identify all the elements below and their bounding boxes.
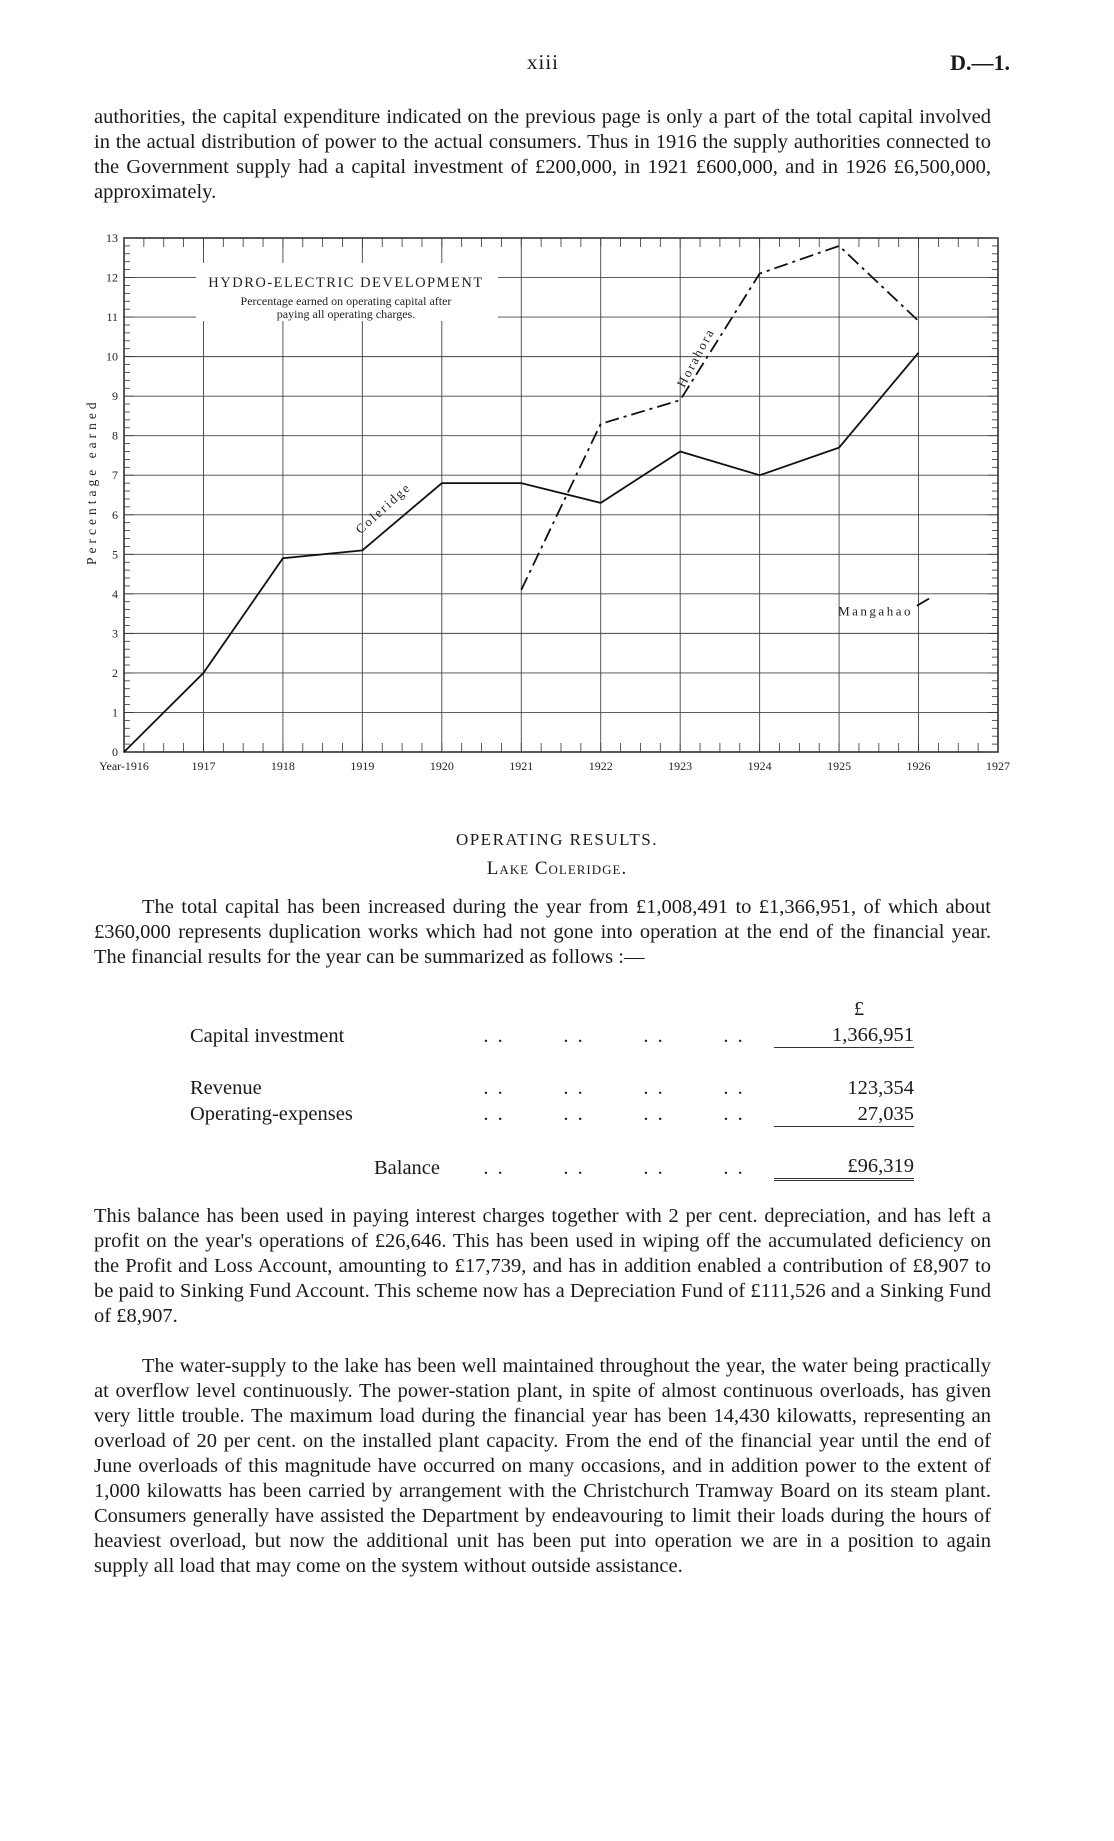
x-tick-label: 1921 <box>509 759 534 773</box>
series-label-coleridge: Coleridge <box>352 479 414 537</box>
row-label: Capital investment <box>190 1024 345 1047</box>
chart-subtitle-line2: paying all operating charges. <box>276 307 416 321</box>
y-tick-label: 10 <box>106 349 118 364</box>
document-reference: D.—1. <box>950 50 1010 75</box>
row-amount: 1,366,951 <box>832 1024 914 1046</box>
lake-coleridge-heading: Lake Coleridge. <box>486 858 628 879</box>
table-row <box>190 1100 914 1127</box>
x-tick-label: 1924 <box>747 759 772 773</box>
row-amount: 123,354 <box>847 1076 914 1099</box>
x-tick-label: Year-1916 <box>99 759 149 773</box>
table-row <box>190 1021 914 1048</box>
leader-dots: . . <box>563 1156 585 1179</box>
leader-dots: . . <box>483 1076 505 1099</box>
series-label-horahora: Horahora <box>673 325 718 390</box>
chart-subtitle-line1: Percentage earned on operating capital after <box>240 294 452 308</box>
leader-dots: . . <box>643 1103 665 1125</box>
leader-dots: . . <box>563 1076 585 1099</box>
leader-dots: . . <box>643 1156 665 1179</box>
y-tick-label: 9 <box>112 389 118 404</box>
y-tick-label: 3 <box>112 626 118 641</box>
leader-dots: . . <box>723 1156 745 1179</box>
leader-dots: . . <box>563 1024 585 1047</box>
y-tick-label: 6 <box>112 507 118 522</box>
y-tick-label: 7 <box>112 468 118 483</box>
row-label: Operating-expenses <box>190 1103 353 1125</box>
page-header <box>0 50 1114 80</box>
operating-results-heading: OPERATING RESULTS. <box>455 830 659 849</box>
row-amount: 27,035 <box>857 1102 914 1125</box>
x-tick-label: 1923 <box>668 759 693 773</box>
x-tick-label: 1926 <box>906 759 931 773</box>
table-spacer <box>190 1048 914 1074</box>
y-tick-label: 2 <box>112 665 118 680</box>
x-tick-label: 1919 <box>350 759 375 773</box>
x-tick-label: 1927 <box>986 759 1010 773</box>
x-tick-label: 1918 <box>270 759 295 773</box>
currency-symbol: £ <box>853 998 865 1020</box>
series-label-mangahao: Mangahao <box>838 603 913 619</box>
leader-dots: . . <box>483 1024 505 1047</box>
y-tick-label: 0 <box>112 745 118 759</box>
results-paragraph-3: The water-supply to the lake has been well maintained throughout the year, the water being practically at overflow level continuously. The power-station plant, in spite of almost continuous overloads, has given very little trouble. The maximum load during the financial year has been 14,430 kilowatts, representing an overload of 20 per cent. on the installed plant capacity. From the end of the financial year until the end of June overloads of this magnitude have occurred on many occasions, and in addition power to the extent of 1,000 kilowatts has been carried by arrangement with the Christchurch Tramway Board on its steam plant. Consumers generally have assisted the Department by endeavouring to limit their loads during the hours of heaviest overload, but now the additional unit has been put into operation we are in a position to again supply all load that may come on the system without outside assistance. <box>94 1355 991 1577</box>
table-row-balance <box>190 1152 914 1180</box>
x-tick-label: 1925 <box>827 759 852 773</box>
row-amount: £96,319 <box>774 1152 914 1180</box>
results-paragraph-2: This balance has been used in paying interest charges together with 2 per cent. depreciation, and has left a profit on the year's operations of £26,646. This has been used in wiping off the accumulated deficiency on the Profit and Loss Account, amounting to £17,739, and has in addition enabled a contribution of £8,907 to be paid to Sinking Fund Account. This scheme now has a Depreciation Fund of £111,526 and a Sinking Fund of £8,907. <box>94 1205 991 1327</box>
series-line-horahora <box>521 246 918 590</box>
y-tick-label: 1 <box>112 705 118 720</box>
table-spacer <box>190 1126 914 1152</box>
leader-dots: . . <box>723 1024 745 1047</box>
leader-dots: . . <box>723 1076 745 1099</box>
table-row-currency <box>190 995 914 1021</box>
y-tick-label: 4 <box>112 586 118 601</box>
financial-results-table <box>190 995 914 1181</box>
y-tick-label: 5 <box>112 547 118 562</box>
row-label: Revenue <box>190 1076 262 1099</box>
x-tick-label: 1917 <box>191 759 216 773</box>
row-label: Balance <box>373 1156 440 1179</box>
leader-dots: . . <box>483 1103 505 1125</box>
leader-dots: . . <box>643 1076 665 1099</box>
y-tick-label: 8 <box>112 428 118 443</box>
x-tick-label: 1920 <box>429 759 454 773</box>
y-tick-label: 11 <box>106 310 118 325</box>
intro-paragraph: authorities, the capital expenditure indicated on the previous page is only a part of the total capital involved in the actual distribution of power to the actual consumers. Thus in 1916 the supply authorities connected to the Government supply had a capital investment of £200,000, in 1921 £600,000, and in 1926 £6,500,000, approximately. <box>94 106 991 203</box>
x-tick-label: 1922 <box>588 759 613 773</box>
leader-dots: . . <box>723 1103 745 1125</box>
leader-dots: . . <box>563 1103 585 1125</box>
leader-dots: . . <box>483 1156 505 1179</box>
table-row <box>190 1074 914 1100</box>
y-tick-label: 12 <box>106 270 118 285</box>
chart-title: HYDRO-ELECTRIC DEVELOPMENT <box>208 275 484 291</box>
y-tick-label: 13 <box>106 231 118 245</box>
chart-series <box>124 246 931 752</box>
hydro-electric-chart <box>78 225 1020 780</box>
leader-dots: . . <box>643 1024 665 1047</box>
y-axis-label: Percentage earned <box>84 398 99 565</box>
page-number: xiii <box>527 50 560 74</box>
results-paragraph-1: The total capital has been increased during the year from £1,008,491 to £1,366,951, of which about £360,000 represents duplication works which had not gone into operation at the end of the financial year. The financial results for the year can be summarized as follows :— <box>94 896 991 968</box>
